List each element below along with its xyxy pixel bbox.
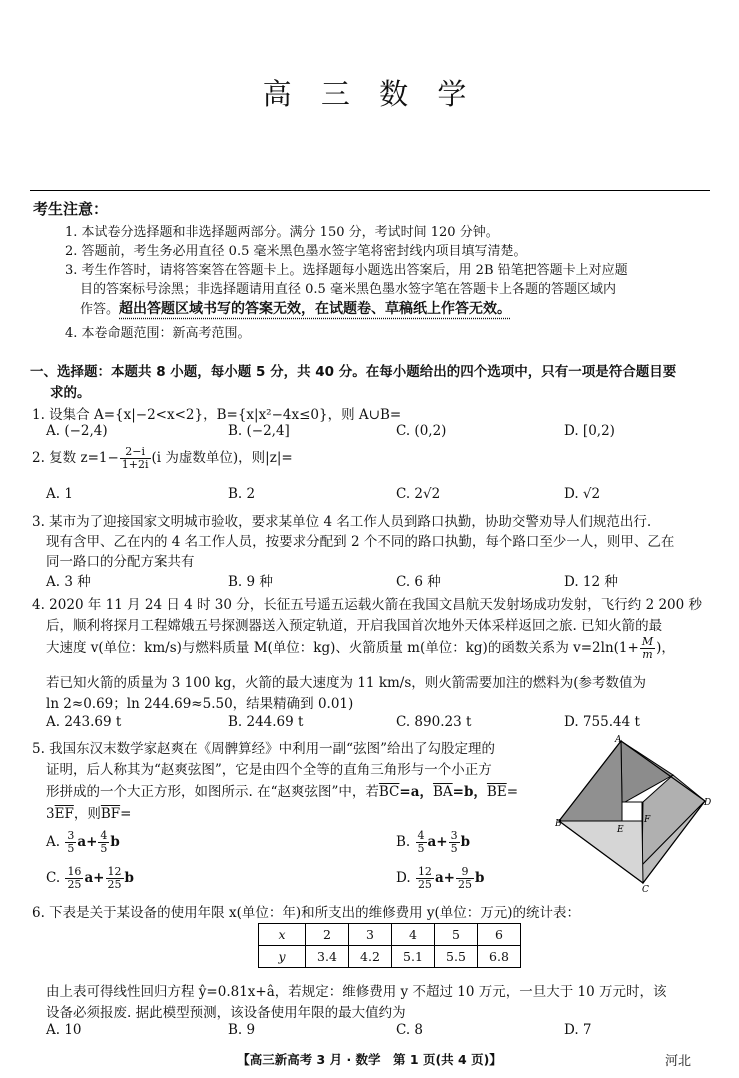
q5-c-num-2: 12 (107, 865, 122, 878)
question-4-line-1: 4. 2020 年 11 月 24 日 4 时 30 分，长征五号遥五运载火箭在我国文昌航天发射场成功发射，飞行约 2 200 秒 (32, 597, 703, 613)
label-e: E (617, 825, 624, 835)
q2-option-b: B. 2 (228, 486, 256, 502)
question-1-stem: 1. 设集合 A={x|−2<x<2}，B={x|x²−4x≤0}，则 A∪B= (32, 407, 402, 423)
question-4-line-2: 后，顺利将探月工程嫦娥五号探测器送入预定轨道，开启我国首次地外天体采样返回之旅. 已知火箭的最 (46, 618, 663, 634)
vector-bc: $\overline{BC}$ (378, 784, 400, 800)
q1-option-a: A. (−2,4) (46, 423, 108, 439)
notice-line-1: 1. 本试卷分选择题和非选择题两部分。满分 150 分，考试时间 120 分钟。 (65, 225, 499, 240)
table-cell: 5.1 (392, 946, 435, 968)
vector-bf: $\overline{BF}$ (100, 806, 121, 822)
zhao-shuang-diagram (555, 733, 715, 893)
label-b: B (555, 819, 562, 829)
q5-c-end: b (124, 870, 134, 886)
q5-option-d (396, 866, 484, 891)
q5-b-den-1: 5 (417, 842, 425, 855)
q2-fraction-numerator: 2−i (120, 446, 151, 459)
q5-eq-end: = (120, 806, 132, 822)
notice-line-3b: 目的答案标号涂黑；非选择题请用直径 0.5 毫米黑色墨水签字笔在答题卡上各题的答题区域内 (80, 282, 616, 297)
table-cell: 6 (478, 924, 521, 946)
question-3-line-1: 3. 某市为了迎接国家文明城市验收，要求某单位 4 名工作人员到路口执勤，协助交警劝导人们规范出行. (32, 514, 652, 530)
q5-c-frac-1 (65, 866, 83, 891)
q5-b-frac-2 (449, 830, 460, 855)
question-3-line-2: 现有含甲、乙在内的 4 名工作人员，按要求分配到 2 个不同的路口执勤，每个路口至少一人，则甲、乙在 (46, 534, 675, 550)
notice-emphasis: 超出答题区域书写的答案无效，在试题卷、草稿纸上作答无效。 (119, 301, 512, 317)
q5-b-end: b (460, 834, 471, 850)
q5-c-den-2: 25 (107, 878, 122, 891)
question-4-line-3 (46, 636, 675, 661)
question-5-line-3 (46, 780, 518, 800)
q3-option-d: D. 12 种 (564, 574, 618, 590)
q4-option-d: D. 755.44 t (564, 714, 640, 730)
q5-a-num-1: 3 (67, 829, 75, 842)
q5-c-mid: a+ (84, 870, 105, 886)
question-5-line-4 (46, 802, 131, 822)
q5-a-frac-2 (98, 830, 109, 855)
vector-ef: $\overline{EF}$ (54, 806, 74, 822)
q3-option-c: C. 6 种 (396, 574, 441, 590)
table-row-x (259, 924, 521, 946)
page-footer: 【高三新高考 3 月 · 数学 第 1 页(共 4 页)】 (237, 1052, 502, 1067)
question-4-line-4: 若已知火箭的质量为 3 100 kg，火箭的最大速度为 11 km/s，则火箭需要加注的燃料为(参考数值为 (46, 675, 647, 691)
table-cell: 6.8 (478, 946, 521, 968)
q5-c-frac-2 (106, 866, 124, 891)
vector-ba: $\overline{BA}$ (432, 784, 453, 800)
table-cell: 3.4 (306, 946, 349, 968)
inner-square (622, 802, 642, 821)
q3-option-b: B. 9 种 (228, 574, 273, 590)
q1-option-d: D. [0,2) (564, 423, 615, 439)
triangle-right (642, 775, 705, 865)
q5-eq-a: =a， (399, 784, 433, 800)
question-6-line-1: 6. 下表是关于某设备的使用年限 x(单位：年)和所支出的维修费用 y(单位：万元)的统计表： (32, 905, 581, 921)
vector-be: $\overline{BE}$ (486, 784, 507, 800)
q4-fraction-numerator: M (641, 635, 654, 648)
q4-formula-start: 大速度 v(单位：km/s)与燃料质量 M(单位：kg)、火箭质量 m(单位：kg)的函数关系为 v=2ln(1+ (46, 640, 639, 656)
q5-a-end: b (110, 834, 120, 850)
q2-fraction (120, 446, 151, 471)
q6-option-d: D. 7 (564, 1022, 592, 1038)
divider (30, 190, 710, 191)
q5-d-den-2: 25 (458, 878, 472, 891)
q5-c-label: C. (46, 870, 65, 886)
label-d: D (704, 798, 712, 808)
table-cell: 4.2 (349, 946, 392, 968)
section-heading-line-1: 一、选择题：本题共 8 小题，每小题 5 分，共 40 分。在每小题给出的四个选项中，只有一项是符合题目要 (30, 364, 677, 380)
label-a: A (615, 735, 622, 745)
q5-eq-b: =b， (452, 784, 487, 800)
table-header-x: x (259, 924, 306, 946)
question-5-line-2: 证明，后人称其为“赵爽弦图”，它是由四个全等的直角三角形与一个小正方 (46, 762, 492, 778)
q4-option-b: B. 244.69 t (228, 714, 304, 730)
q1-option-b: B. (−2,4] (228, 423, 290, 439)
q4-option-a: A. 243.69 t (46, 714, 122, 730)
q5-c-den-1: 25 (67, 878, 82, 891)
question-4-line-5: ln 2≈0.69；ln 244.69≈5.50，结果精确到 0.01) (46, 696, 354, 712)
q5-eq-sign: = (506, 784, 518, 800)
q2-option-d: D. √2 (564, 486, 601, 502)
q2-stem-end: (i 为虚数单位)，则|z|= (151, 450, 293, 466)
notice-heading: 考生注意： (33, 200, 109, 218)
q4-formula-end: )， (656, 640, 675, 656)
q5-option-b (396, 830, 470, 855)
q5-a-label: A. (46, 834, 65, 850)
q5-d-frac-1 (416, 866, 434, 891)
q5-b-label: B. (396, 834, 415, 850)
q4-option-c: C. 890.23 t (396, 714, 472, 730)
section-heading-line-2: 求的。 (50, 385, 91, 401)
q5-then: ，则 (73, 806, 101, 822)
q5-d-den-1: 25 (417, 878, 432, 891)
q5-b-mid: a+ (427, 834, 448, 850)
question-2-stem (32, 446, 293, 471)
q2-fraction-denominator: 1+2i (121, 458, 149, 471)
q5-d-mid: a+ (434, 870, 455, 886)
question-6-line-3: 设备必须报废. 据此模型预测，该设备使用年限的最大值约为 (46, 1005, 406, 1021)
q5-c-num-1: 16 (67, 865, 82, 878)
q2-option-a: A. 1 (46, 486, 73, 502)
q6-option-a: A. 10 (46, 1022, 82, 1038)
question-5-line-1: 5. 我国东汉末数学家赵爽在《周髀算经》中利用一副“弦图”给出了勾股定理的 (32, 741, 495, 757)
page-title: 高 三 数 学 (262, 77, 477, 111)
q1-option-c: C. (0,2) (396, 423, 447, 439)
notice-line-4: 4. 本卷命题范围：新高考范围。 (65, 326, 251, 341)
q5-d-num-1: 12 (417, 865, 432, 878)
q5-b-num-2: 3 (450, 829, 458, 842)
q4-fraction-denominator: m (642, 648, 653, 661)
table-cell: 4 (392, 924, 435, 946)
notice-line-3c (80, 298, 511, 318)
q5-b-den-2: 5 (450, 842, 458, 855)
q5-a-den-1: 5 (67, 842, 75, 855)
table-cell: 2 (306, 924, 349, 946)
q5-line-3-text: 形拼成的一个大正方形，如图所示. 在“赵爽弦图”中，若 (46, 784, 379, 800)
q5-a-frac-1 (65, 830, 76, 855)
q5-a-mid: a+ (77, 834, 98, 850)
table-row-y (259, 946, 521, 968)
q6-option-b: B. 9 (228, 1022, 256, 1038)
footer-region: 河北 (665, 1054, 692, 1069)
question-3-line-3: 同一路口的分配方案共有 (46, 554, 195, 570)
q3-option-a: A. 3 种 (46, 574, 91, 590)
notice-line-3a: 3. 考生作答时，请将答案答在答题卡上。选择题每小题选出答案后，用 2B 铅笔把答题卡上对应题 (65, 263, 628, 278)
label-c: C (642, 885, 649, 893)
q5-option-a (46, 830, 120, 855)
q5-a-den-2: 5 (100, 842, 108, 855)
question-6-line-2: 由上表可得线性回归方程 ŷ=0.81x+â，若规定：维修费用 y 不超过 10 万元，一旦大于 10 万元时，该 (46, 984, 667, 1000)
q5-b-num-1: 4 (417, 829, 425, 842)
label-f: F (644, 815, 651, 825)
q5-d-frac-2 (456, 866, 474, 891)
table-cell: 5 (435, 924, 478, 946)
q6-option-c: C. 8 (396, 1022, 424, 1038)
notice-text: 作答。 (80, 302, 120, 317)
table-cell: 3 (349, 924, 392, 946)
q5-b-frac-1 (416, 830, 427, 855)
q5-d-end: b (475, 870, 485, 886)
q5-option-c (46, 866, 134, 891)
table-cell: 5.5 (435, 946, 478, 968)
q5-d-num-2: 9 (456, 866, 474, 879)
q2-stem-start: 2. 复数 z=1− (32, 450, 119, 466)
q5-a-num-2: 4 (100, 829, 108, 842)
q5-d-label: D. (396, 870, 415, 886)
q5-coef: 3 (46, 806, 55, 822)
table-header-y: y (259, 946, 306, 968)
q4-fraction (640, 636, 655, 661)
q2-option-c: C. 2√2 (396, 486, 441, 502)
notice-line-2: 2. 答题前，考生务必用直径 0.5 毫米黑色墨水签字笔将密封线内项目填写清楚。 (65, 244, 527, 259)
stats-table (258, 923, 521, 968)
